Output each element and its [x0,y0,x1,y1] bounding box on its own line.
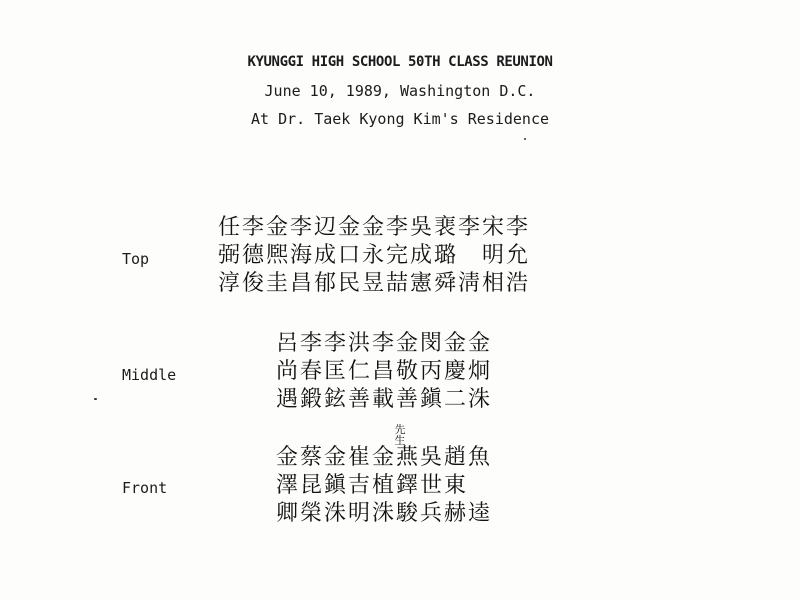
row-label-middle: Middle [122,366,177,384]
paper-speck [524,138,526,140]
paper-speck [94,398,97,400]
names-line: 淳俊圭昌郁民昱喆憲舜淸相浩 [218,271,531,296]
row-label-front: Front [122,479,168,497]
names-line: 弼德熈海成口永完成璐 明允 [218,243,531,268]
reunion-title: KYUNGGI HIGH SCHOOL 50TH CLASS REUNION [247,54,553,70]
row-label-top: Top [122,250,150,268]
names-line: 尚春匡仁昌敬丙慶炯 [276,359,493,384]
teacher-note: 先生 [394,423,406,447]
names-line: 澤昆鎭吉植鐸世東 [276,473,469,498]
reunion-residence: At Dr. Taek Kyong Kim's Residence [250,110,549,128]
names-line: 卿榮洙明洙駿兵赫逵 [276,501,493,526]
names-line: 任李金李辺金金李吳裵李宋李 [218,215,531,240]
names-line: 金蔡金崔金燕吳趙魚 [276,445,493,470]
names-block-front [276,444,492,528]
reunion-date-place: June 10, 1989, Washington D.C. [264,82,536,100]
names-line: 遇鍛鉉善載善鎭二洙 [276,387,493,412]
names-line: 呂李李洪李金閔金金 [276,331,493,356]
names-block-top [218,214,530,298]
names-block-middle [276,330,492,414]
